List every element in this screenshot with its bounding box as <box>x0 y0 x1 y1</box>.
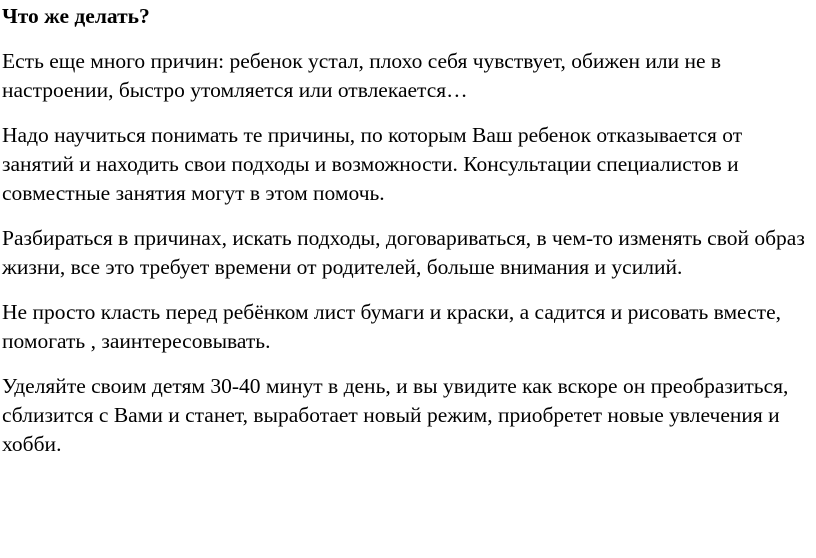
paragraph-effort: Разбираться в причинах, искать подходы, договариваться, в чем-то изменять свой образ жизни, все это требует времени от родителей, больше внимания и усилий. <box>2 226 805 279</box>
paragraph-understanding: Надо научиться понимать те причины, по которым Ваш ребенок отказывается от занятий и находить свои подходы и возможности. Консультации специалистов и совместные занятия могут в этом помочь. <box>2 123 743 205</box>
document-body <box>2 2 814 475</box>
paragraph-drawing-together: Не просто класть перед ребёнком лист бумаги и краски, а садится и рисовать вместе, помогать , заинтересовывать. <box>2 300 781 353</box>
paragraph-reasons: Есть еще много причин: ребенок устал, плохо себя чувствует, обижен или не в настроении, быстро утомляется или отвлекается… <box>2 49 722 102</box>
paragraph-time-advice: Уделяйте своим детям 30-40 минут в день, и вы увидите как вскоре он преобразиться, сблизится с Вами и станет, выработает новый режим, приобретет новые увлечения и хобби. <box>2 374 789 456</box>
document-heading: Что же делать? <box>2 4 150 28</box>
